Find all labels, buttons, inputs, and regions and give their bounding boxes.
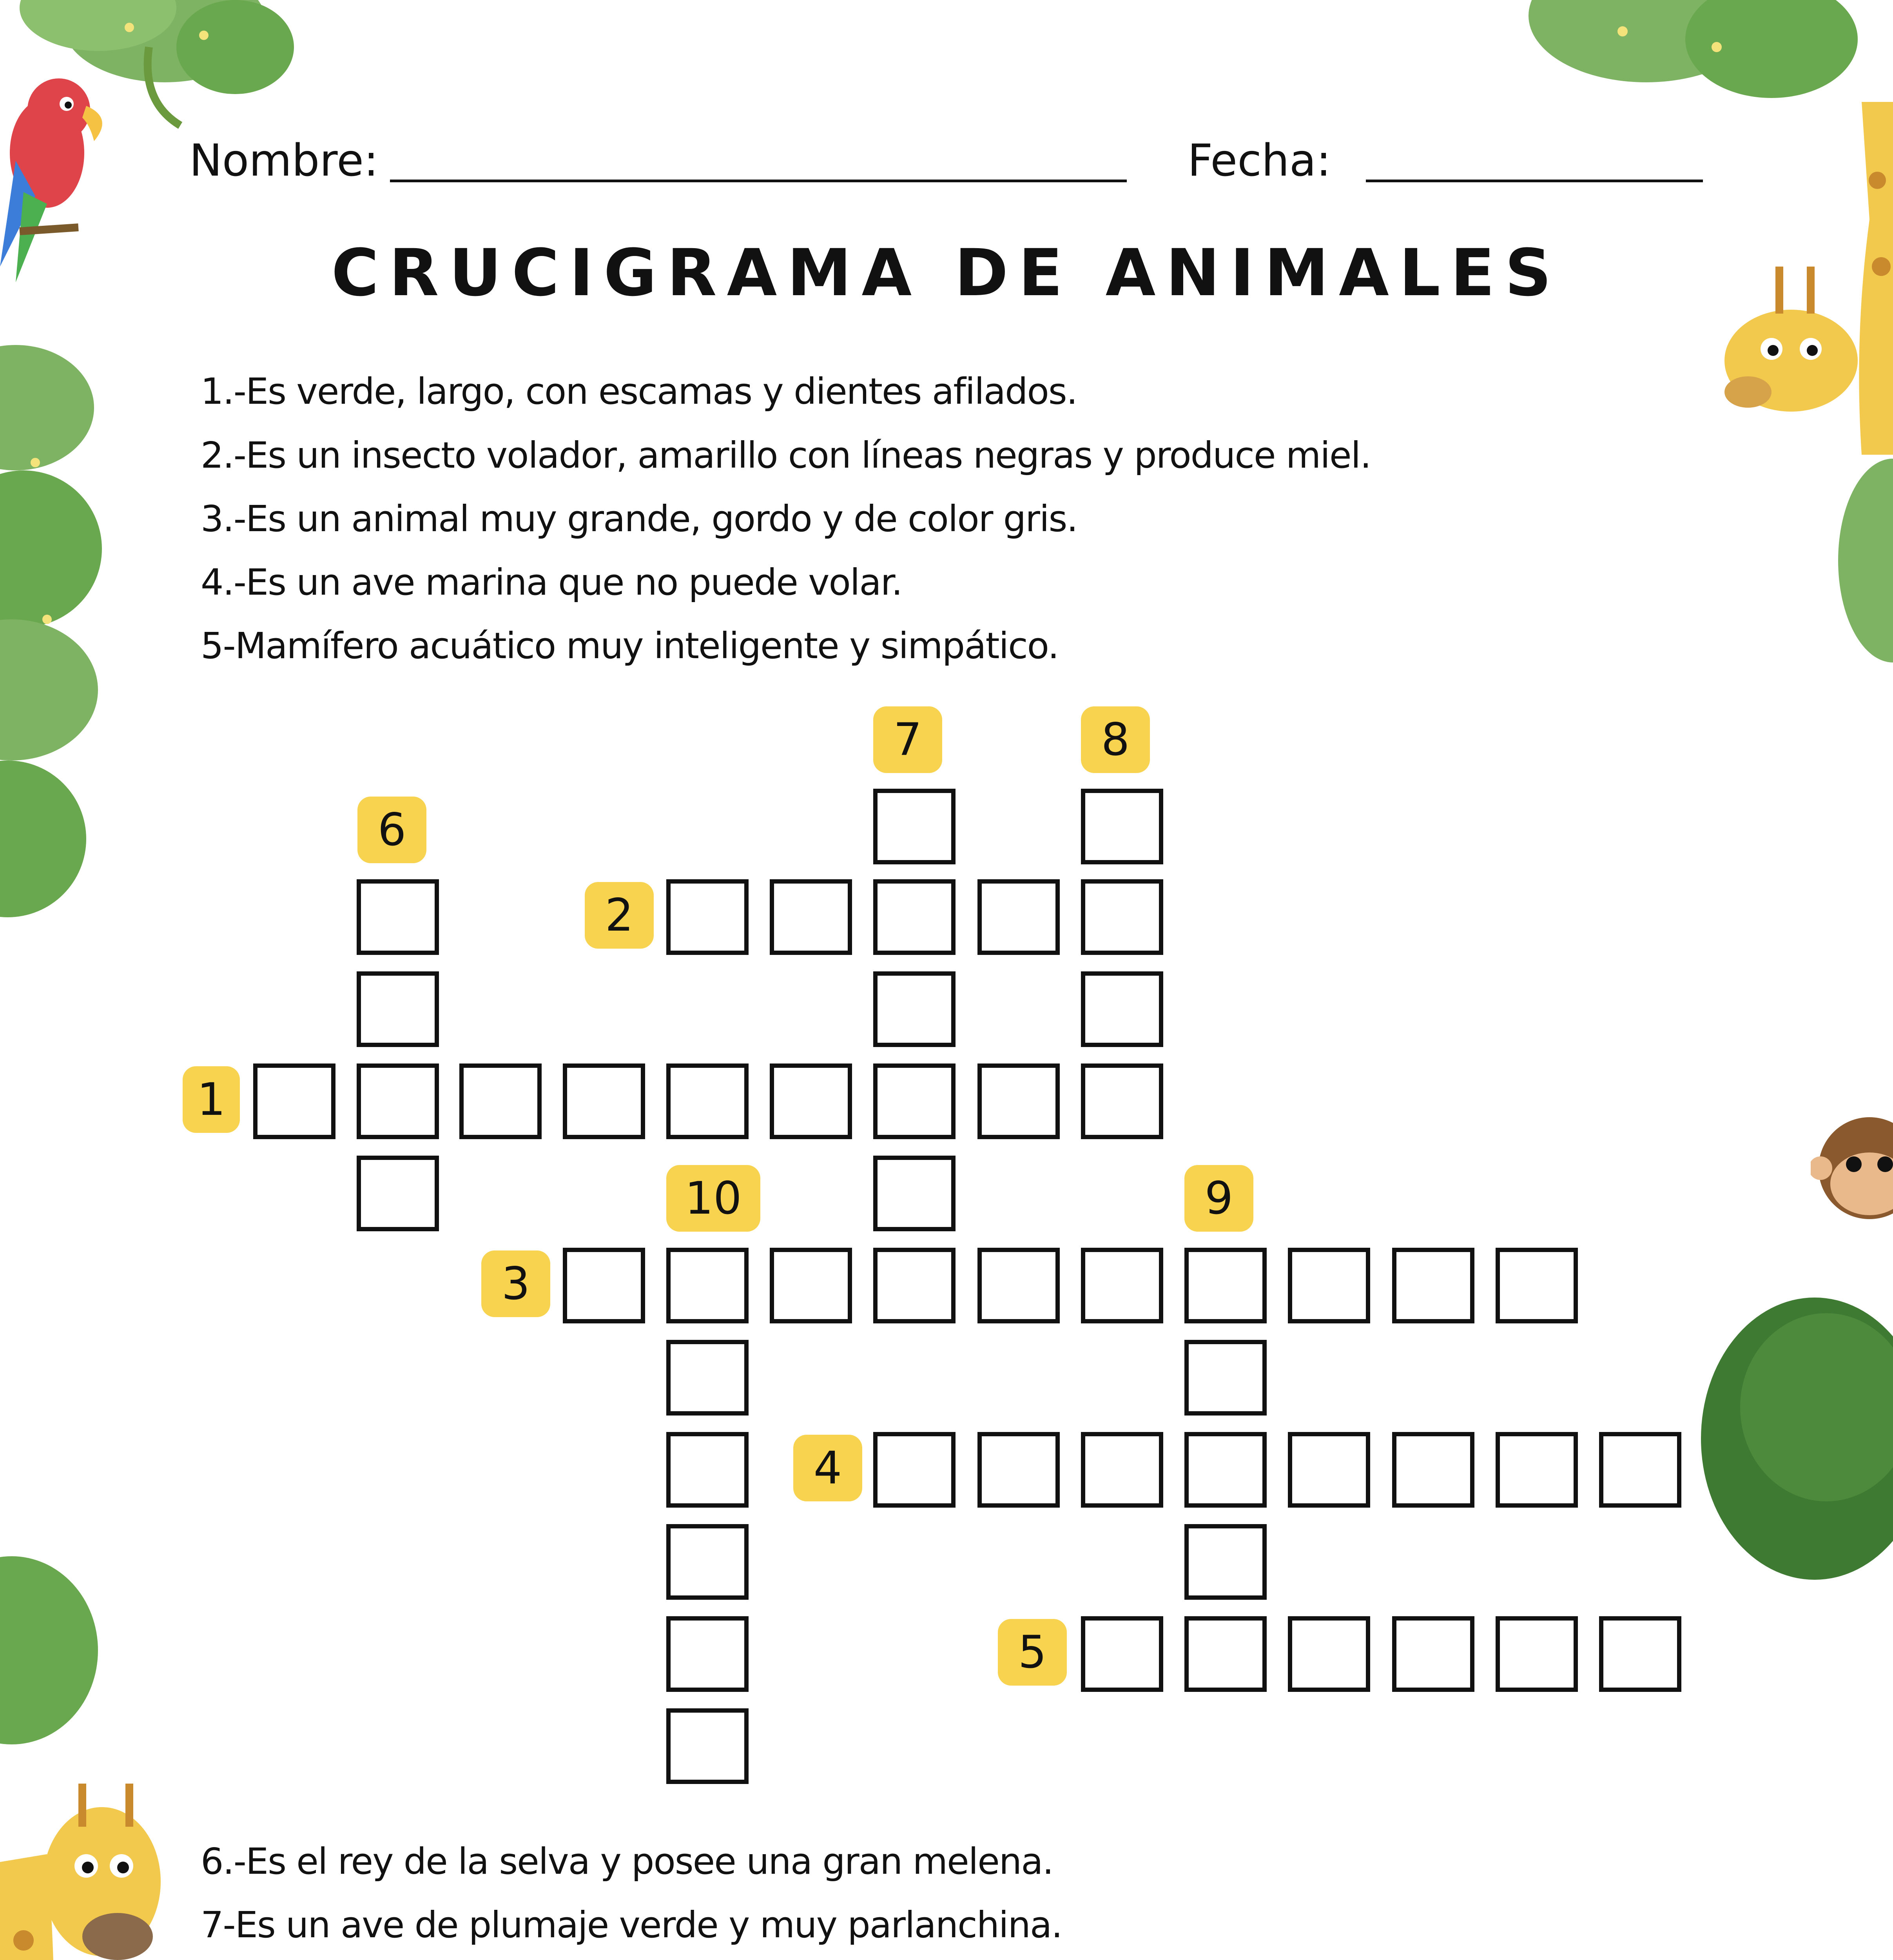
number-badge-1: 1 <box>183 1066 240 1133</box>
grid-cell[interactable] <box>1599 1432 1681 1508</box>
grid-cell[interactable] <box>459 1063 542 1139</box>
monkey-icon <box>1811 1105 1893 1247</box>
clue-3: 3.-Es un animal muy grande, gordo y de color gris. <box>201 498 1077 540</box>
grid-cell[interactable] <box>1288 1432 1370 1508</box>
grid-cell[interactable] <box>1081 1432 1163 1508</box>
grid-cell[interactable] <box>1184 1432 1267 1508</box>
grid-cell[interactable] <box>1184 1524 1267 1600</box>
name-label: Nombre: <box>189 135 379 186</box>
clue-2: 2.-Es un insecto volador, amarillo con líneas negras y produce miel. <box>201 434 1371 476</box>
grid-cell[interactable] <box>977 1063 1060 1139</box>
grid-cell[interactable] <box>977 1248 1060 1323</box>
grid-cell[interactable] <box>1184 1616 1267 1692</box>
grid-cell[interactable] <box>357 1063 439 1139</box>
name-field[interactable] <box>390 180 1127 182</box>
clue-1: 1.-Es verde, largo, con escamas y dientes afilados. <box>201 370 1077 412</box>
number-badge-4: 4 <box>793 1435 862 1501</box>
grid-cell[interactable] <box>666 1248 749 1323</box>
grid-cell[interactable] <box>873 1432 956 1508</box>
grid-cell[interactable] <box>873 1248 956 1323</box>
giraffe-bottom-left-icon <box>0 1764 165 1960</box>
grid-cell[interactable] <box>253 1063 335 1139</box>
clue-4: 4.-Es un ave marina que no puede volar. <box>201 561 902 603</box>
grid-cell[interactable] <box>1081 879 1163 955</box>
date-label: Fecha: <box>1188 135 1331 186</box>
grid-cell[interactable] <box>873 879 956 955</box>
number-badge-6: 6 <box>357 797 426 863</box>
number-badge-3: 3 <box>481 1250 550 1317</box>
number-badge-8: 8 <box>1081 706 1150 773</box>
number-badge-2: 2 <box>585 882 654 949</box>
grid-cell[interactable] <box>1184 1248 1267 1323</box>
grid-cell[interactable] <box>666 1524 749 1600</box>
number-badge-9: 9 <box>1184 1165 1253 1232</box>
grid-cell[interactable] <box>1184 1340 1267 1416</box>
grid-cell[interactable] <box>1288 1616 1370 1692</box>
grid-cell[interactable] <box>770 879 852 955</box>
grid-cell[interactable] <box>563 1063 645 1139</box>
jungle-leaves-bottom-left <box>0 1548 98 1752</box>
grid-cell[interactable] <box>666 1063 749 1139</box>
number-badge-10: 10 <box>666 1165 760 1232</box>
jungle-leaves-right <box>1834 451 1893 670</box>
grid-cell[interactable] <box>1288 1248 1370 1323</box>
grid-cell[interactable] <box>977 879 1060 955</box>
grid-cell[interactable] <box>1081 1248 1163 1323</box>
bush-icon <box>1697 1290 1893 1588</box>
clue-7: 7-Es un ave de plumaje verde y muy parlanchina. <box>201 1904 1062 1946</box>
number-badge-5: 5 <box>998 1619 1067 1686</box>
grid-cell[interactable] <box>357 879 439 955</box>
grid-cell[interactable] <box>563 1248 645 1323</box>
grid-cell[interactable] <box>666 879 749 955</box>
page-title: CRUCIGRAMA DE ANIMALES <box>331 235 1562 310</box>
grid-cell[interactable] <box>357 1156 439 1231</box>
grid-cell[interactable] <box>1081 1063 1163 1139</box>
grid-cell[interactable] <box>1081 789 1163 864</box>
grid-cell[interactable] <box>666 1340 749 1416</box>
grid-cell[interactable] <box>1496 1616 1578 1692</box>
grid-cell[interactable] <box>977 1432 1060 1508</box>
grid-cell[interactable] <box>666 1432 749 1508</box>
grid-cell[interactable] <box>1392 1248 1474 1323</box>
grid-cell[interactable] <box>1081 1616 1163 1692</box>
grid-cell[interactable] <box>666 1708 749 1784</box>
grid-cell[interactable] <box>1599 1616 1681 1692</box>
grid-cell[interactable] <box>1392 1616 1474 1692</box>
grid-cell[interactable] <box>1081 971 1163 1047</box>
grid-cell[interactable] <box>1392 1432 1474 1508</box>
grid-cell[interactable] <box>873 1063 956 1139</box>
date-field[interactable] <box>1366 180 1703 182</box>
number-badge-7: 7 <box>873 706 942 773</box>
grid-cell[interactable] <box>873 1156 956 1231</box>
grid-cell[interactable] <box>873 971 956 1047</box>
clue-6: 6.-Es el rey de la selva y posee una gran melena. <box>201 1840 1053 1882</box>
clue-5: 5-Mamífero acuático muy inteligente y simpático. <box>201 625 1059 667</box>
grid-cell[interactable] <box>873 789 956 864</box>
grid-cell[interactable] <box>770 1063 852 1139</box>
grid-cell[interactable] <box>666 1616 749 1692</box>
grid-cell[interactable] <box>770 1248 852 1323</box>
grid-cell[interactable] <box>1496 1432 1578 1508</box>
grid-cell[interactable] <box>1496 1248 1578 1323</box>
grid-cell[interactable] <box>357 971 439 1047</box>
jungle-leaves-left <box>0 345 102 941</box>
